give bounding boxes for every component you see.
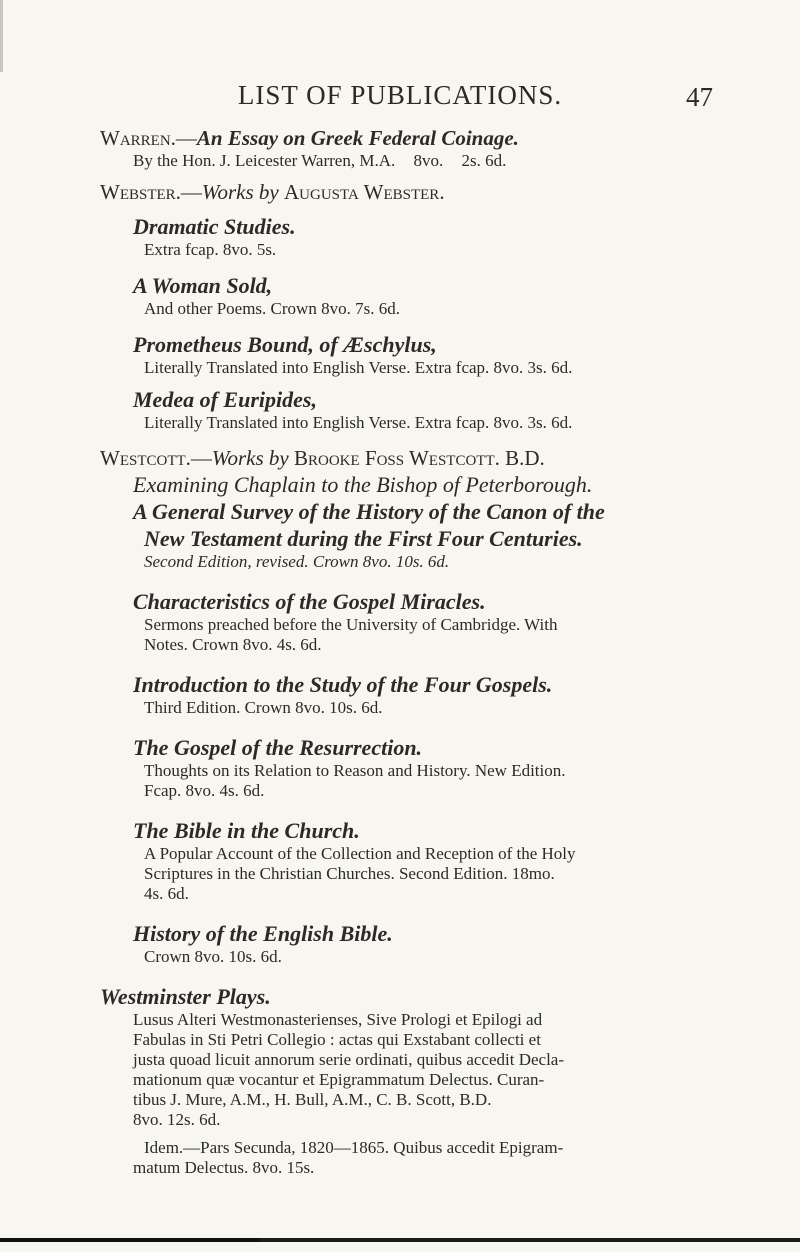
warren-heading: Warren.—An Essay on Greek Federal Coinage.: [100, 126, 519, 150]
work-title: A General Survey of the History of the Canon of the: [133, 499, 605, 524]
work-details: Scriptures in the Christian Churches. Second Edition. 18mo.: [144, 864, 555, 883]
work-title-continued: New Testament during the First Four Centuries.: [144, 526, 583, 551]
work-details: Fabulas in Sti Petri Collegio : actas qui Exstabant collecti et: [133, 1030, 541, 1049]
work-title: Westminster Plays.: [100, 984, 271, 1009]
work-details: Idem.—Pars Secunda, 1820—1865. Quibus accedit Epigram-: [144, 1138, 564, 1157]
work-details: Lusus Alteri Westmonasterienses, Sive Prologi et Epilogi ad: [133, 1010, 543, 1029]
author-name: Webster.: [100, 180, 181, 204]
author-name: Warren.: [100, 126, 176, 150]
work-details: tibus J. Mure, A.M., H. Bull, A.M., C. B. Scott, B.D.: [133, 1090, 492, 1109]
work-details: justa quoad licuit annorum serie ordinati, quibus accedit Decla-: [133, 1050, 565, 1069]
work-details: Extra fcap. 8vo. 5s.: [144, 240, 277, 259]
work-details: Notes. Crown 8vo. 4s. 6d.: [144, 635, 322, 654]
work-title: The Bible in the Church.: [133, 818, 360, 843]
work-details: mationum quæ vocantur et Epigrammatum Delectus. Curan-: [133, 1070, 545, 1089]
work-details: Crown 8vo. 10s. 6d.: [144, 947, 282, 966]
work-details: And other Poems. Crown 8vo. 7s. 6d.: [144, 299, 400, 318]
work-details: Third Edition. Crown 8vo. 10s. 6d.: [144, 698, 383, 717]
work-title: History of the English Bible.: [133, 921, 393, 946]
price-text: 2s. 6d.: [461, 151, 507, 170]
publication-list: [100, 125, 740, 1178]
work-details: A Popular Account of the Collection and Reception of the Holy: [144, 844, 576, 863]
format-text: 8vo.: [413, 151, 444, 170]
work-details: 8vo. 12s. 6d.: [133, 1110, 221, 1129]
work-title: A Woman Sold,: [133, 273, 273, 298]
work-details: Literally Translated into English Verse. Extra fcap. 8vo. 3s. 6d.: [144, 358, 573, 377]
work-title: Medea of Euripides,: [133, 387, 317, 412]
running-title: LIST OF PUBLICATIONS.: [237, 80, 563, 110]
entry-warren: [100, 125, 740, 171]
entry-westminster-plays: [100, 983, 740, 1178]
webster-heading: Webster.—Works by Augusta Webster.: [100, 180, 445, 204]
warren-byline: [133, 151, 740, 171]
byline-text: By the Hon. J. Leicester Warren, M.A.: [133, 151, 396, 170]
entry-webster: [100, 179, 740, 433]
author-position: Examining Chaplain to the Bishop of Peterborough.: [133, 472, 593, 497]
page-number: 47: [686, 82, 713, 112]
work-details: Second Edition, revised. Crown 8vo. 10s. 6d.: [144, 552, 450, 571]
works-author: Brooke Foss Westcott. B.D.: [293, 446, 545, 470]
page-bottom-edge: [0, 1238, 800, 1242]
work-details: Thoughts on its Relation to Reason and History. New Edition.: [144, 761, 566, 780]
works-prefix: Works by: [211, 446, 289, 470]
work-details: matum Delectus. 8vo. 15s.: [133, 1158, 315, 1177]
work-title: The Gospel of the Resurrection.: [133, 735, 423, 760]
work-title: Prometheus Bound, of Æschylus,: [133, 332, 437, 357]
work-title: Introduction to the Study of the Four Gospels.: [133, 672, 553, 697]
work-title: Characteristics of the Gospel Miracles.: [133, 589, 486, 614]
works-author: Augusta Webster.: [283, 180, 445, 204]
work-details: Fcap. 8vo. 4s. 6d.: [144, 781, 265, 800]
westcott-heading: Westcott.—Works by Brooke Foss Westcott. B.D.: [100, 446, 545, 470]
page-header: [0, 80, 800, 114]
author-name: Westcott.: [100, 446, 191, 470]
work-details: Literally Translated into English Verse. Extra fcap. 8vo. 3s. 6d.: [144, 413, 573, 432]
work-details: 4s. 6d.: [144, 884, 189, 903]
work-details: Sermons preached before the University of Cambridge. With: [144, 615, 558, 634]
work-title: Dramatic Studies.: [133, 214, 296, 239]
works-prefix: Works by: [201, 180, 279, 204]
binding-edge-mark: [0, 0, 3, 72]
work-title: An Essay on Greek Federal Coinage.: [196, 126, 519, 150]
entry-westcott: [100, 445, 740, 967]
